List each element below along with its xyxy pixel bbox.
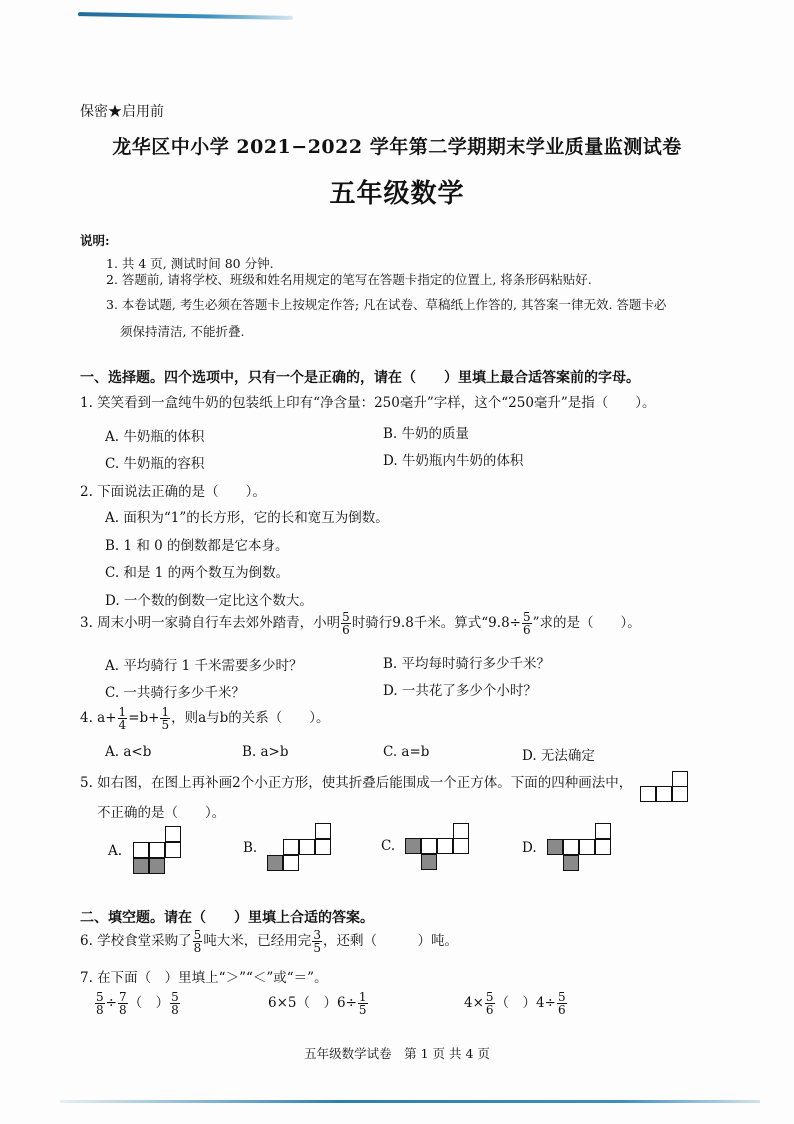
- question-5-option-c: C.: [381, 838, 396, 854]
- instruction-item: 须保持清洁, 不能折叠.: [120, 324, 245, 339]
- question-4-option-b: B. a>b: [242, 744, 289, 760]
- question-5-stem: 5. 如右图，在图上再补画2个小正方形，使其折叠后能围成一个正方体。下面的四种画法中，: [80, 775, 633, 791]
- question-3-stem: 3. 周末小明一家骑自行车去郊外踏青，小明 $\frac{5}{6}$ 时骑行9.8千米。算式“9.8÷ $\frac{5}{6}$ ”求的是（ ）。: [80, 610, 641, 637]
- question-4-stem: 4. a+ $\frac{1}{4}$ =b+ $\frac{1}{5}$ ，则a与b的关系（ ）。: [80, 705, 330, 732]
- question-2-stem: 2. 下面说法正确的是（ ）。: [80, 484, 266, 500]
- question-3-option-a: A. 平均骑行 1 千米需要多少时？: [105, 658, 303, 674]
- fraction: $\frac{5}{6}$: [485, 990, 494, 1017]
- fraction: $\frac{5}{8}$: [96, 990, 104, 1017]
- question-2-option-c: C. 和是 1 的两个数互为倒数。: [105, 565, 290, 581]
- fraction: $\frac{7}{8}$: [118, 990, 127, 1017]
- question-7-expression-3: 4× $\frac{5}{6}$ （ ）4÷ $\frac{5}{6}$: [464, 990, 566, 1017]
- question-2-option-d: D. 一个数的倒数一定比这个数大。: [105, 593, 313, 609]
- question-4-option-d: D. 无法确定: [522, 748, 595, 764]
- fraction: $\frac{1}{4}$: [118, 705, 127, 732]
- fraction: $\frac{1}{5}$: [358, 990, 367, 1017]
- page-footer: 五年级数学试卷 第 1 页 共 4 页: [304, 1046, 490, 1061]
- question-1-option-c: C. 牛奶瓶的容积: [105, 456, 205, 472]
- fraction: $\frac{5}{6}$: [522, 610, 531, 637]
- section1-heading: 一、选择题。四个选项中，只有一个是正确的，请在（ ）里填上最合适答案前的字母。: [80, 370, 640, 386]
- fraction: $\frac{5}{6}$: [342, 610, 350, 637]
- fraction: $\frac{5}{8}$: [193, 928, 202, 955]
- question-1-option-a: A. 牛奶瓶的体积: [105, 429, 205, 445]
- question-3-option-b: B. 平均每时骑行多少千米？: [383, 656, 551, 672]
- question-2-option-a: A. 面积为“1”的长方形，它的长和宽互为倒数。: [105, 510, 389, 526]
- question-7-stem: 7. 在下面（ ）里填上“＞”“＜”或“＝”。: [80, 970, 328, 986]
- exam-title: 龙华区中小学 2021−2022 学年第二学期期末学业质量监测试卷: [112, 136, 682, 158]
- question-4-option-a: A. a<b: [105, 744, 152, 760]
- instructions-label: 说明:: [80, 233, 110, 248]
- question-1-option-b: B. 牛奶的质量: [383, 426, 470, 442]
- instruction-item: 3. 本卷试题, 考生必须在答题卡上按规定作答; 凡在试卷、草稿纸上作答的, 其答案一律无效. 答题卡必: [106, 297, 667, 312]
- instruction-item: 2. 答题前, 请将学校、班级和姓名用规定的笔写在答题卡指定的位置上, 将条形码粘贴好.: [106, 272, 592, 287]
- question-7-expression-2: 6×5（ ）6÷ $\frac{1}{5}$: [268, 990, 367, 1017]
- confidential-label: 保密★启用前: [80, 104, 164, 120]
- section2-heading: 二、填空题。请在（ ）里填上合适的答案。: [80, 910, 374, 926]
- fraction: $\frac{1}{5}$: [161, 705, 170, 732]
- question-4-option-c: C. a=b: [383, 744, 430, 760]
- scan-edge-bottom: [60, 1100, 760, 1103]
- fraction: $\frac{3}{5}$: [313, 928, 321, 955]
- question-3-option-c: C. 一共骑行多少千米？: [105, 685, 245, 701]
- question-5-option-a: A.: [108, 843, 123, 859]
- question-5-stem-line2: 不正确的是（ ）。: [97, 805, 226, 821]
- scan-edge-top: [78, 12, 293, 20]
- question-5-option-d: D.: [522, 840, 537, 856]
- question-7-expression-1: $\frac{5}{8}$ ÷ $\frac{7}{8}$ （ ） $\frac{5}{8}$: [96, 990, 179, 1017]
- question-3-option-d: D. 一共花了多少个小时？: [383, 683, 537, 699]
- fraction: $\frac{5}{6}$: [557, 990, 566, 1017]
- answer-blank: （ ）: [128, 995, 170, 1011]
- fraction: $\frac{5}{8}$: [171, 990, 179, 1017]
- question-1-option-d: D. 牛奶瓶内牛奶的体积: [383, 453, 524, 469]
- question-1-stem: 1. 笑笑看到一盒纯牛奶的包装纸上印有“净含量：250毫升”字样，这个“250毫升”是指（ ）。: [80, 395, 656, 411]
- question-5-option-b: B.: [243, 840, 258, 856]
- question-2-option-b: B. 1 和 0 的倒数都是它本身。: [105, 538, 289, 554]
- subject-title: 五年级数学: [329, 179, 465, 209]
- instruction-item: 1. 共 4 页, 测试时间 80 分钟.: [106, 256, 274, 271]
- question-6-stem: 6. 学校食堂采购了 $\frac{5}{8}$ 吨大米，已经用完 $\frac{3}{5}$ ，还剩（ ）吨。: [80, 928, 458, 955]
